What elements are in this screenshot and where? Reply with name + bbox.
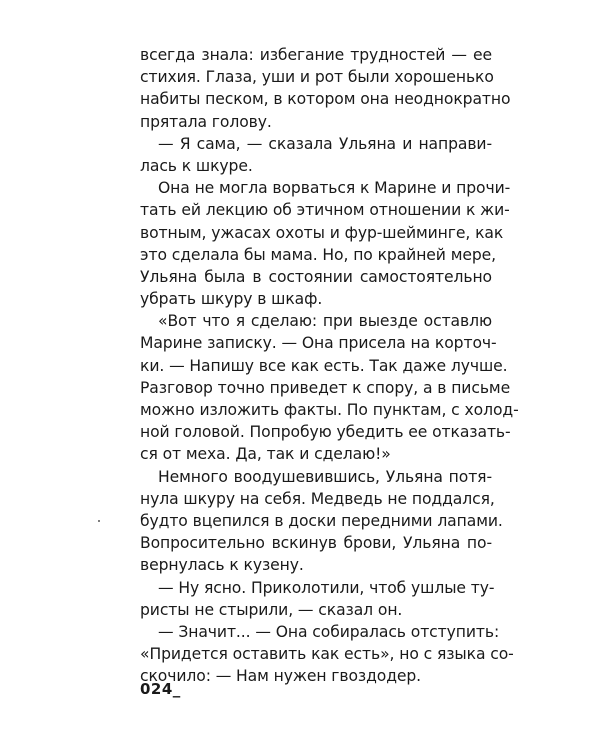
body-text: [140, 44, 519, 687]
text-line: «Придется оставить как есть», но с языка со-: [140, 645, 514, 664]
text-line: прятала голову.: [140, 112, 272, 131]
text-line: тать ей лекцию об этичном отношении к жи-: [140, 201, 510, 220]
text-line: вернулась к кузену.: [140, 556, 304, 575]
text-line: Ульяна была в состоянии самостоятельно: [140, 267, 492, 286]
text-line: «Вот что я сделаю: при выезде оставлю: [158, 312, 492, 331]
text-line: — Ну ясно. Приколотили, чтоб ушлые ту-: [158, 578, 495, 597]
text-line: набиты песком, в котором она неоднократно: [140, 90, 511, 109]
page-number: 024_: [140, 680, 181, 698]
text-line: можно изложить факты. По пунктам, с холод-: [140, 401, 519, 419]
scan-speck: [98, 520, 100, 522]
text-line: Разговор точно приведет к спору, а в письме: [140, 378, 511, 397]
text-line: стихия. Глаза, уши и рот были хорошенько: [140, 68, 494, 87]
text-line: — Значит... — Она собиралась отступить:: [158, 622, 500, 641]
text-line: вотным, ужасах охоты и фур-шейминге, как: [140, 223, 504, 242]
text-line: Она не могла ворваться к Марине и прочи-: [158, 179, 511, 198]
text-line: будто вцепился в доски передними лапами.: [140, 511, 503, 530]
text-line: ристы не стырили, — сказал он.: [140, 600, 403, 619]
text-line: ной головой. Попробую убедить ее отказать-: [140, 423, 511, 442]
text-line: Марине записку. — Она присела на корточ-: [140, 334, 497, 353]
text-line: Немного воодушевившись, Ульяна потя-: [158, 467, 492, 486]
text-line: убрать шкуру в шкаф.: [140, 290, 323, 309]
text-line: лась к шкуре.: [140, 156, 253, 175]
text-line: — Я сама, — сказала Ульяна и направи-: [158, 134, 492, 153]
text-line: ки. — Напишу все как есть. Так даже лучше.: [140, 356, 508, 375]
text-line: всегда знала: избегание трудностей — ее: [140, 46, 492, 64]
text-line: нула шкуру на себя. Медведь не поддался,: [140, 489, 495, 508]
text-line: скочило: — Нам нужен гвоздодер.: [140, 667, 422, 686]
text-line: Вопросительно вскинув брови, Ульяна по-: [140, 534, 492, 553]
text-line: это сделала бы мама. Но, по крайней мере,: [140, 245, 496, 264]
text-line: ся от меха. Да, так и сделаю!»: [140, 445, 391, 464]
